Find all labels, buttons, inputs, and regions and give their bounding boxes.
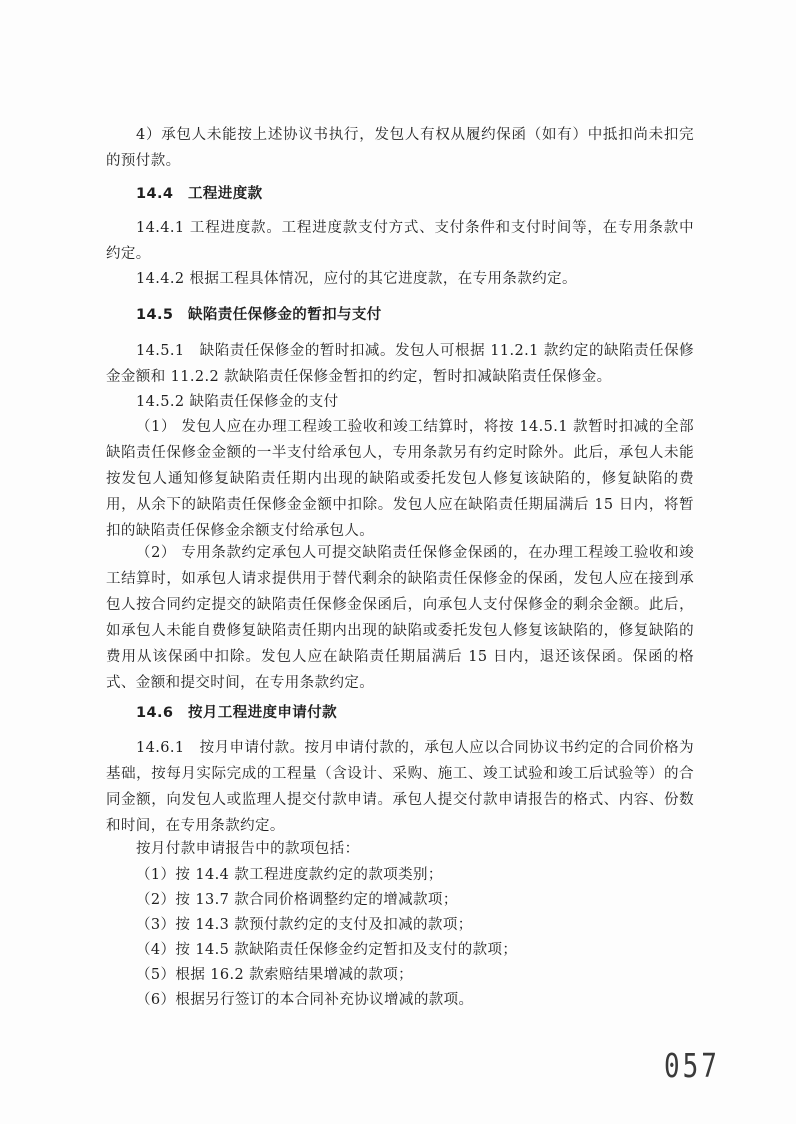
list-item: （3）按 14.3 款预付款约定的支付及扣减的款项； bbox=[136, 917, 473, 933]
heading-number: 14.6 bbox=[136, 705, 174, 721]
paragraph-14-5-1: 14.5.1 缺陷责任保修金的暂时扣减。发包人可根据 11.2.1 款约定的缺陷责任保修金金额和 11.2.2 款缺陷责任保修金暂扣的约定，暂时扣减缺陷责任保修金。 bbox=[106, 343, 694, 385]
heading-14-5 bbox=[136, 302, 382, 328]
paragraph-14-6-intro: 按月付款申请报告中的款项包括： bbox=[136, 841, 360, 857]
paragraph-14-5-2-2: （2） 专用条款约定承包人可提交缺陷责任保修金保函的，在办理工程竣工验收和竣工结算时，如承包人请求提供用于替代剩余的缺陷责任保修金的保函，发包人应在接到承包人按合同约定提交的缺陷责任保修金保函后，向承包人支付保修金的剩余金额。此后，如承包人未能自费修复缺陷责任期内出现的缺陷或委托发包人修复该缺陷的，修复缺陷的费用从该保函中扣除。发包人应在缺陷责任期届满后 15 日内，退还该保函。保函的格式、金额和提交时间，在专用条款约定。 bbox=[106, 545, 694, 691]
heading-title: 按月工程进度申请付款 bbox=[188, 705, 337, 721]
paragraph-4: 4）承包人未能按上述协议书执行，发包人有权从履约保函（如有）中抵扣尚未扣完的预付款。 bbox=[106, 127, 694, 169]
list-item: （6）根据另行签订的本合同补充协议增减的款项。 bbox=[136, 992, 474, 1008]
list-item: （5）根据 16.2 款索赔结果增减的款项； bbox=[136, 967, 414, 983]
list-item: （2）按 13.7 款合同价格调整约定的增减款项； bbox=[136, 892, 458, 908]
heading-number: 14.5 bbox=[136, 307, 174, 323]
paragraph-14-5-2-1: （1） 发包人应在办理工程竣工验收和竣工结算时，将按 14.5.1 款暂时扣减的全部缺陷责任保修金金额的一半支付给承包人，专用条款另有约定时除外。此后，承包人未能按发包人通知修复缺陷责任期内出现的缺陷或委托发包人修复该缺陷的，修复缺陷的费用，从余下的缺陷责任保修金金额中扣除。发包人应在缺陷责任期届满后 15 日内，将暂扣的缺陷责任保修金余额支付给承包人。 bbox=[106, 419, 694, 539]
heading-14-6 bbox=[136, 700, 337, 726]
heading-number: 14.4 bbox=[136, 186, 174, 202]
paragraph-14-4-1: 14.4.1 工程进度款。工程进度款支付方式、支付条件和支付时间等，在专用条款中约定。 bbox=[106, 220, 694, 262]
list-item: （1）按 14.4 款工程进度款约定的款项类别； bbox=[136, 867, 443, 883]
heading-14-4 bbox=[136, 181, 263, 207]
paragraph-14-4-2: 14.4.2 根据工程具体情况，应付的其它进度款，在专用条款约定。 bbox=[136, 271, 577, 287]
paragraph-14-6-1: 14.6.1 按月申请付款。按月申请付款的，承包人应以合同协议书约定的合同价格为基础，按每月实际完成的工程量（含设计、采购、施工、竣工试验和竣工后试验等）的合同金额，向发包人或监理人提交付款申请。承包人提交付款申请报告的格式、内容、份数和时间，在专用条款约定。 bbox=[106, 740, 694, 834]
list-item: （4）按 14.5 款缺陷责任保修金约定暂扣及支付的款项； bbox=[136, 942, 518, 958]
paragraph-14-5-2: 14.5.2 缺陷责任保修金的支付 bbox=[136, 394, 339, 410]
page-number: 057 bbox=[664, 1048, 720, 1086]
heading-title: 工程进度款 bbox=[188, 186, 263, 202]
heading-title: 缺陷责任保修金的暂扣与支付 bbox=[188, 307, 382, 323]
